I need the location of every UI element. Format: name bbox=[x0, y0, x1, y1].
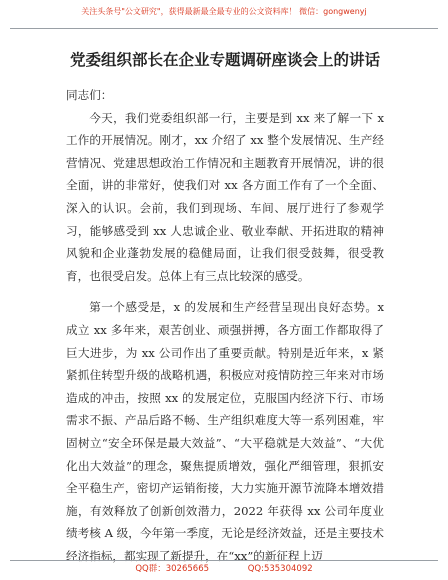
paragraph-2: 第一个感受是，x 的发展和生产经营呈现出良好态势。x 成立 xx 多年来，艰苦创业、顽强拼搏，各方面工作都取得了巨大进步，为 xx 公司作出了重要贡献。特别是近年来，x 紧紧抓住转型升级的战略机遇，积极应对疫情防控三年来对市场造成的冲击，按照 xx 的发展定位，克服国内经济下行、市场需求不振、产品后路不畅、生产组织难度大等一系列困难，牢固树立“安全环保是最大效益”、“大平稳就是大效益”、“大优化出大效益”的理念，聚焦提质增效，强化严细管理，狠抓安全平稳生产，密切产运销衔接，大力实施开源节流降本增效措施，有效释放了创新创效潜力，2022 年获得 xx 公司年度业绩考核 A 级，今年第一季度，无论是经济效益，还是主要技术经济指标，都实现了新提升，在“xx”的新征程上迈 bbox=[66, 300, 384, 563]
footer-qq-group: QQ群：30265665 bbox=[135, 564, 210, 574]
header-divider bbox=[10, 28, 438, 29]
document-body bbox=[66, 50, 384, 567]
footer-qq: QQ:535304092 bbox=[247, 564, 313, 574]
greeting: 同志们： bbox=[66, 88, 113, 102]
document-title: 党委组织部长在企业专题调研座谈会上的讲话 bbox=[69, 50, 380, 69]
paragraph-gap bbox=[66, 287, 384, 296]
footer bbox=[0, 563, 448, 575]
header-notice: 关注头条号"公文研究"，获得最新最全最专业的公文资料库！ 微信：gongwenyj bbox=[81, 7, 367, 16]
paragraph-1: 今天，我们党委组织部一行，主要是到 xx 来了解一下 x 工作的开展情况。刚才，xx 介绍了 xx 整个发展情况、生产经营情况、党建思想政治工作情况和主题教育开展情况，讲的很全面，讲的非常好，使我们对 xx 各方面工作有了一个全面、深入的认识。会前，我们到现场、车间、展厅进行了参观学习，能够感受到 xx 人忠诚企业、敬业奉献、开拓进取的精神风貌和企业蓬勃发展的稳健局面，让我们很受鼓舞，很受教育，也很受启发。总体上有三点比较深的感受。 bbox=[66, 110, 384, 283]
footer-divider bbox=[10, 560, 438, 561]
